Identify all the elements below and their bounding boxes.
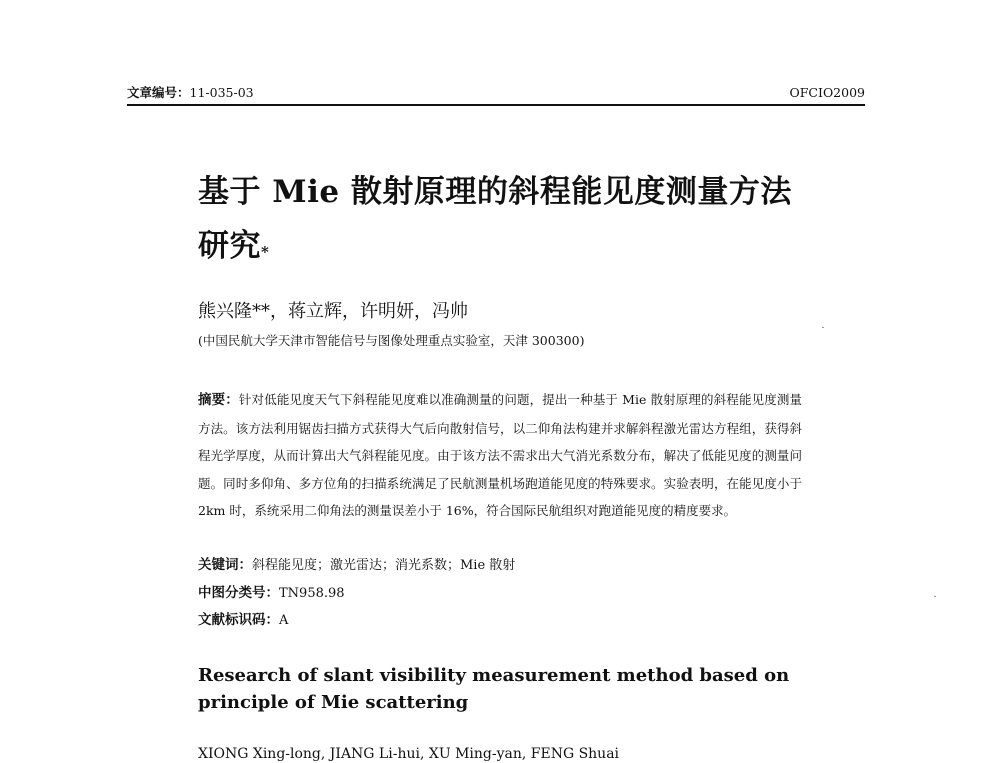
clc-label: 中图分类号： (198, 585, 279, 601)
running-header (127, 84, 865, 106)
affiliation: (中国民航大学天津市智能信号与图像处理重点实验室，天津 300300) (198, 333, 585, 348)
clc-number (198, 582, 345, 605)
author-list: 熊兴隆**，蒋立辉，许明妍，冯帅 (198, 301, 468, 322)
english-authors: XIONG Xing-long, JIANG Li-hui, XU Ming-yan, FENG Shuai (198, 746, 620, 762)
doc-code-text: A (279, 613, 289, 628)
paper-title-text: 基于 Mie 散射原理的斜程能见度测量方法研究 (198, 174, 792, 264)
article-number-value: 11-035-03 (189, 85, 254, 100)
title-footnote-mark: * (261, 243, 270, 261)
abstract-label: 摘要： (198, 392, 239, 408)
keywords-label: 关键词： (198, 557, 252, 573)
doc-code-label: 文献标识码： (198, 612, 279, 628)
keywords (198, 554, 515, 577)
keywords-text: 斜程能见度；激光雷达；消光系数；Mie 散射 (252, 558, 516, 573)
article-number (127, 85, 254, 101)
scan-speck (934, 596, 936, 597)
conference-code: OFCIO2009 (789, 85, 865, 100)
abstract (198, 386, 802, 525)
abstract-text: 针对低能见度天气下斜程能见度难以准确测量的问题，提出一种基于 Mie 散射原理的斜程能见度测量方法。该方法利用锯齿扫描方式获得大气后向散射信号，以二仰角法构建并求解斜程激光雷达方程组，获得斜程光学厚度，从而计算出大气斜程能见度。由于该方法不需求出大气消光系数分布，解决了低能见度的测量问题。同时多仰角、多方位角的扫描系统满足了民航测量机场跑道能见度的特殊要求。实验表明，在能见度小于 2km 时，系统采用二仰角法的测量误差小于 16%，符合国际民航组织对跑道能见度的精度要求。 (198, 392, 802, 518)
english-title: Research of slant visibility measurement method based on principle of Mie scattering (198, 665, 790, 713)
paper-title (198, 165, 798, 273)
document-code (198, 609, 288, 632)
article-number-label: 文章编号： (127, 85, 190, 100)
scan-speck (822, 327, 824, 328)
clc-text: TN958.98 (279, 586, 345, 601)
